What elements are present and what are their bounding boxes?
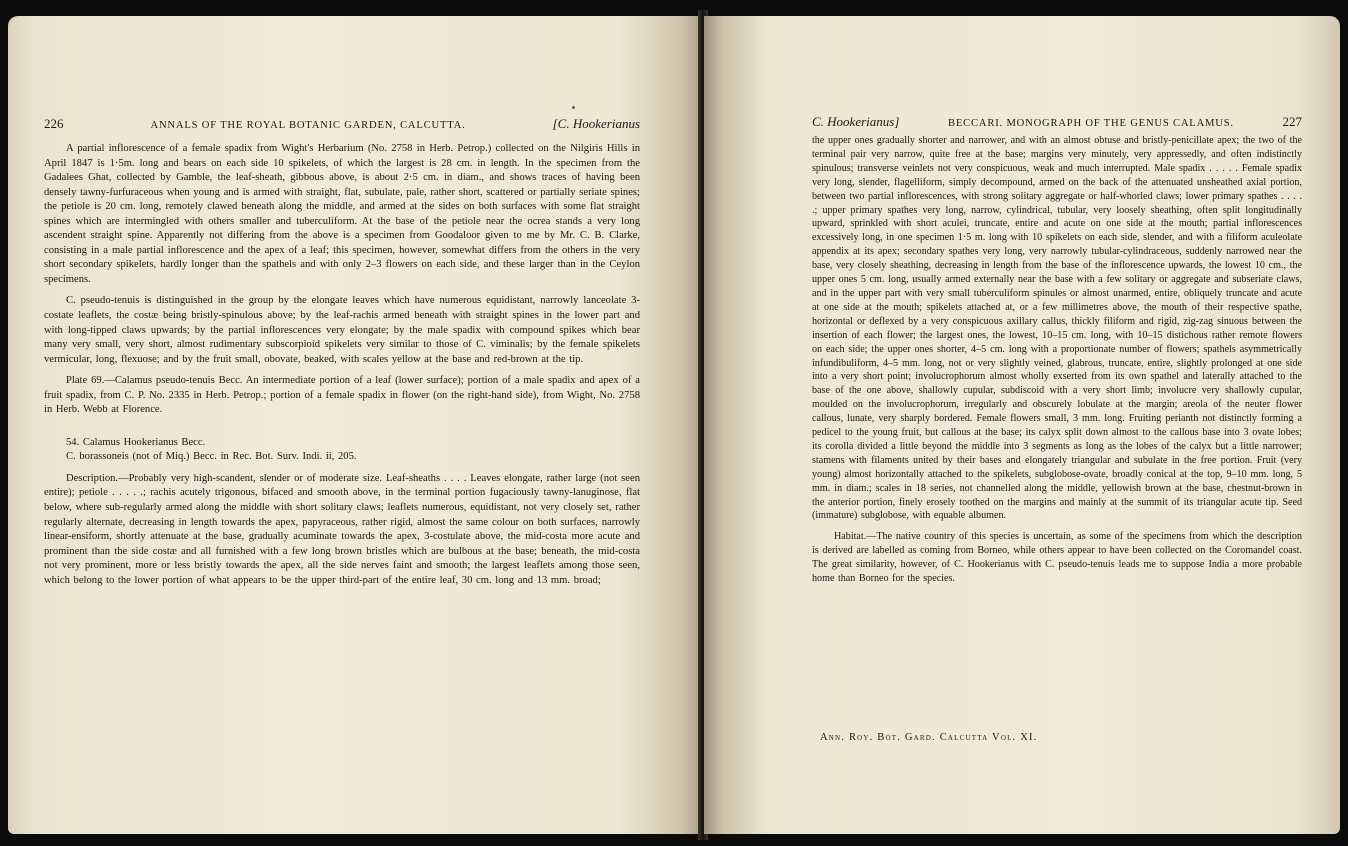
description-paragraph: Description.—Probably very high-scandent, slender or of moderate size. Leaf-sheaths . . . . Leaves elongate, rather large (not seen entire); petiole . . . . .; rachis acutely trigonous, bifaced and smooth above, in the terminal portion fugaciously tawny-lanuginose, flat below, where sub-regularly armed along the middle with short solitary claws; leaflets numerous, equidistant, not very closely set, rather regularly alternate, decreasing in length towards the apex, papyraceous, rather rigid, almost the same colour on both surfaces, narrowly linear-ensiform, shortly attenuate at the base, gradually acuminate towards the apex, 3-costulate above, the mid-costa more acute and prominent than the side costæ and all furnished with a few long brown bristles which are bulbous at the base; beneath, the mid-costa not very prominent, more or less bristly towards the apex, all the side nerves faint and smooth; the largest leaflets among those seen, which belong to the lower portion of what appears to be the upper third-part of the entire leaf, 30 cm. long and 13 mm. broad; (44, 472, 640, 586)
page-number: 226 (44, 116, 64, 131)
right-page-body (812, 134, 1302, 586)
ink-speck (572, 106, 575, 109)
habitat-paragraph: Habitat.—The native country of this species is uncertain, as some of the specimens from which the description is derived are labelled as coming from Borneo, while others appear to have been collected on the Coromandel coast. The great similarity, however, of C. Hookerianus with C. pseudo-tenuis leads me to suppose India a more probable home than Borneo for the species. (812, 531, 1302, 585)
open-book (8, 10, 1340, 840)
species-heading: [C. Hookerianus (552, 116, 640, 131)
paragraph: A partial inflorescence of a female spadix from Wight's Herbarium (No. 2758 in Herb. Petrop.) collected on the Nilgiris Hills in April 1847 is 1·5m. long and bears on each side 10 spikelets, of which the largest is 28 cm. in length. In the specimen from the Gadalees Ghat, collected by Gamble, the leaf-sheath, gibbous above, is about 2·5 cm. in diam., and shows traces of having been densely tawny-furfuraceous when young and is armed with straight, flat, subulate, pale, rather short, scattered or partially seriate spines; the petiole is 20 cm. long, remotely clawed beneath along the middle, and armed at the sides on both surfaces with some flat straight spines which are intermingled with others smaller and tuberculiform. At the base of the petiole near the ocrea stands a very long ascendent straight spine. Apparently not differing from the above is a specimen from Goodaloor given to me by Mr. C. B. Clarke, consisting in a male partial inflorescence and the apex of a leaf; this specimen, however, somewhat differs from the others in the very short secondary spikelets, hardly longer than the spathels and with only 2–3 flowers on each side, and these larger than in the Ceylon specimens. (44, 143, 640, 285)
species-title: 54. Calamus Hookerianus Becc. (66, 436, 206, 448)
species-heading: C. Hookerianus] (812, 114, 900, 129)
plate-caption: Plate 69.—Calamus pseudo-tenuis Becc. An intermediate portion of a leaf (lower surface); portion of a male spadix and apex of a fruit spadix, from C. P. No. 2335 in Herb. Petrop.; portion of a female spadix in flower (on the right-hand side), from Wight, No. 2758 in Herb. Webb at Florence. (44, 375, 640, 416)
left-page-header (44, 116, 640, 132)
left-page (8, 16, 702, 834)
running-title: BECCARI. MONOGRAPH OF THE GENUS CALAMUS. (948, 118, 1234, 129)
right-page-header (812, 114, 1302, 130)
description-continued: the upper ones gradually shorter and narrower, and with an almost obtuse and bristly-penicillate apex; the two of the terminal pair very narrow, quite free at the base; margins very minutely, very appressedly, and often indistinctly spinulous; transverse veinlets not very conspicuous, weak and much interrupted. Male spadix . . . . . Female spadix very long, slender, flagelliform, simply decompound, armed on the back of the attenuated unsheathed axial portion, between two partial inflorescences, with strong solitary aggregate or half-whorled claws; lower primary spathes . . . . .; upper primary spathes very long, narrow, cylindrical, tubular, very loosely sheathing, often split longitudinally upward, sprinkled with short aculei, truncate, entire and acute on one side at the mouth; partial inflorescences excessively long, in one specimen 1·5 m. long with 10 spikelets on each side, slender, and with a filiform aculeolate appendix at its apex; secondary spathes very long, very narrowly tubular-cylindraceous, suddenly narrowed near the base, very closely sheathing, decreasing in length from the base of the inflorescence upwards, the lowest 10 cm., the upper ones 5 cm. long, usually armed externally near the base with a few solitary or aggregate and subseriate claws, and in the upper part with very small tuberculiform spinules or almost unarmed, entire, obliquely truncate and acute at one side at the mouth; spikelets attached at, or a few millimetres above, the mouth of their respective spathe, horizontal or deflexed by a very conspicuous axillary callus, thickly filiform and rigid, zig-zag sinuous between the insertion of each flower; the largest ones, the lowest, 10–15 cm. long, with 10–15 distichous rather remote flowers on each side; the upper ones shorter, 4–5 cm. long with a proportionate number of flowers; spathels asymmetrically infundibuliform, 4–5 mm. long, not or very slightly veined, glabrous, truncate, entire, slightly prolonged at one side into a very short point; involucrophorum almost wholly exserted from its own spathel and laterally attached to the base of the one above, shallowly cupular, subdiscoid with a very short limb; involucre very shallowly cupular, moulded on the involucrophorum, irregularly and obscurely lobulate at the margin; areola of the neuter flower callous, lunate, very sharply bordered. Female flowers small, 3 mm. long. Fruiting perianth not distinctly forming a pedicel to the young fruit, but callous at the base; its calyx split down almost to the callous base into 3 ovate lobes; its corolla divided a little beyond the middle into 3 segments as long as the lobes of the calyx but a little narrower; stamens with filaments united by their bases and elongately triangular and subulate in the free portion. Fruit (very young) almost horizontally attached to the spikelets, subglobose-ovate, broadly conical at the top, 9–10 mm. long, 5 mm. in diam.; scales in 18 series, not channelled along the middle, yellowish brown at the base, chestnut-brown in the anterior portion, finely erosely toothed on the margins and mainly at the summit of its triangular acute tip. Seed (immature) subglobose, with equable albumen. (812, 135, 1302, 522)
paragraph: C. pseudo-tenuis is distinguished in the group by the elongate leaves which have numerous equidistant, narrowly lanceolate 3-costate leaflets, the costæ being bristly-spinulous above; by the leaf-rachis armed beneath with straight spines in the lower part and with long-tipped claws upwards; by the partial inflorescences very elongate; by the male spadix with compound spikes which bear many very small, very short, almost rudimentary subscorpioid spikelets very similar to those of C. viminalis; by the female spikelets vermicular, long, flexuose; and by the fruit small, obovate, beaked, with scales yellow at the base and red-brown at the tip. (44, 295, 640, 365)
page-number: 227 (1282, 114, 1302, 129)
right-page (704, 16, 1340, 834)
synonym-line: C. borassoneis (not of Miq.) Becc. in Rec. Bot. Surv. Indi. ii, 205. (66, 451, 357, 463)
plate-footer: Ann. Roy. Bot. Gard. Calcutta Vol. XI. (820, 732, 1038, 743)
running-title: ANNALS OF THE ROYAL BOTANIC GARDEN, CALCUTTA. (150, 120, 466, 131)
left-page-body (44, 142, 640, 588)
